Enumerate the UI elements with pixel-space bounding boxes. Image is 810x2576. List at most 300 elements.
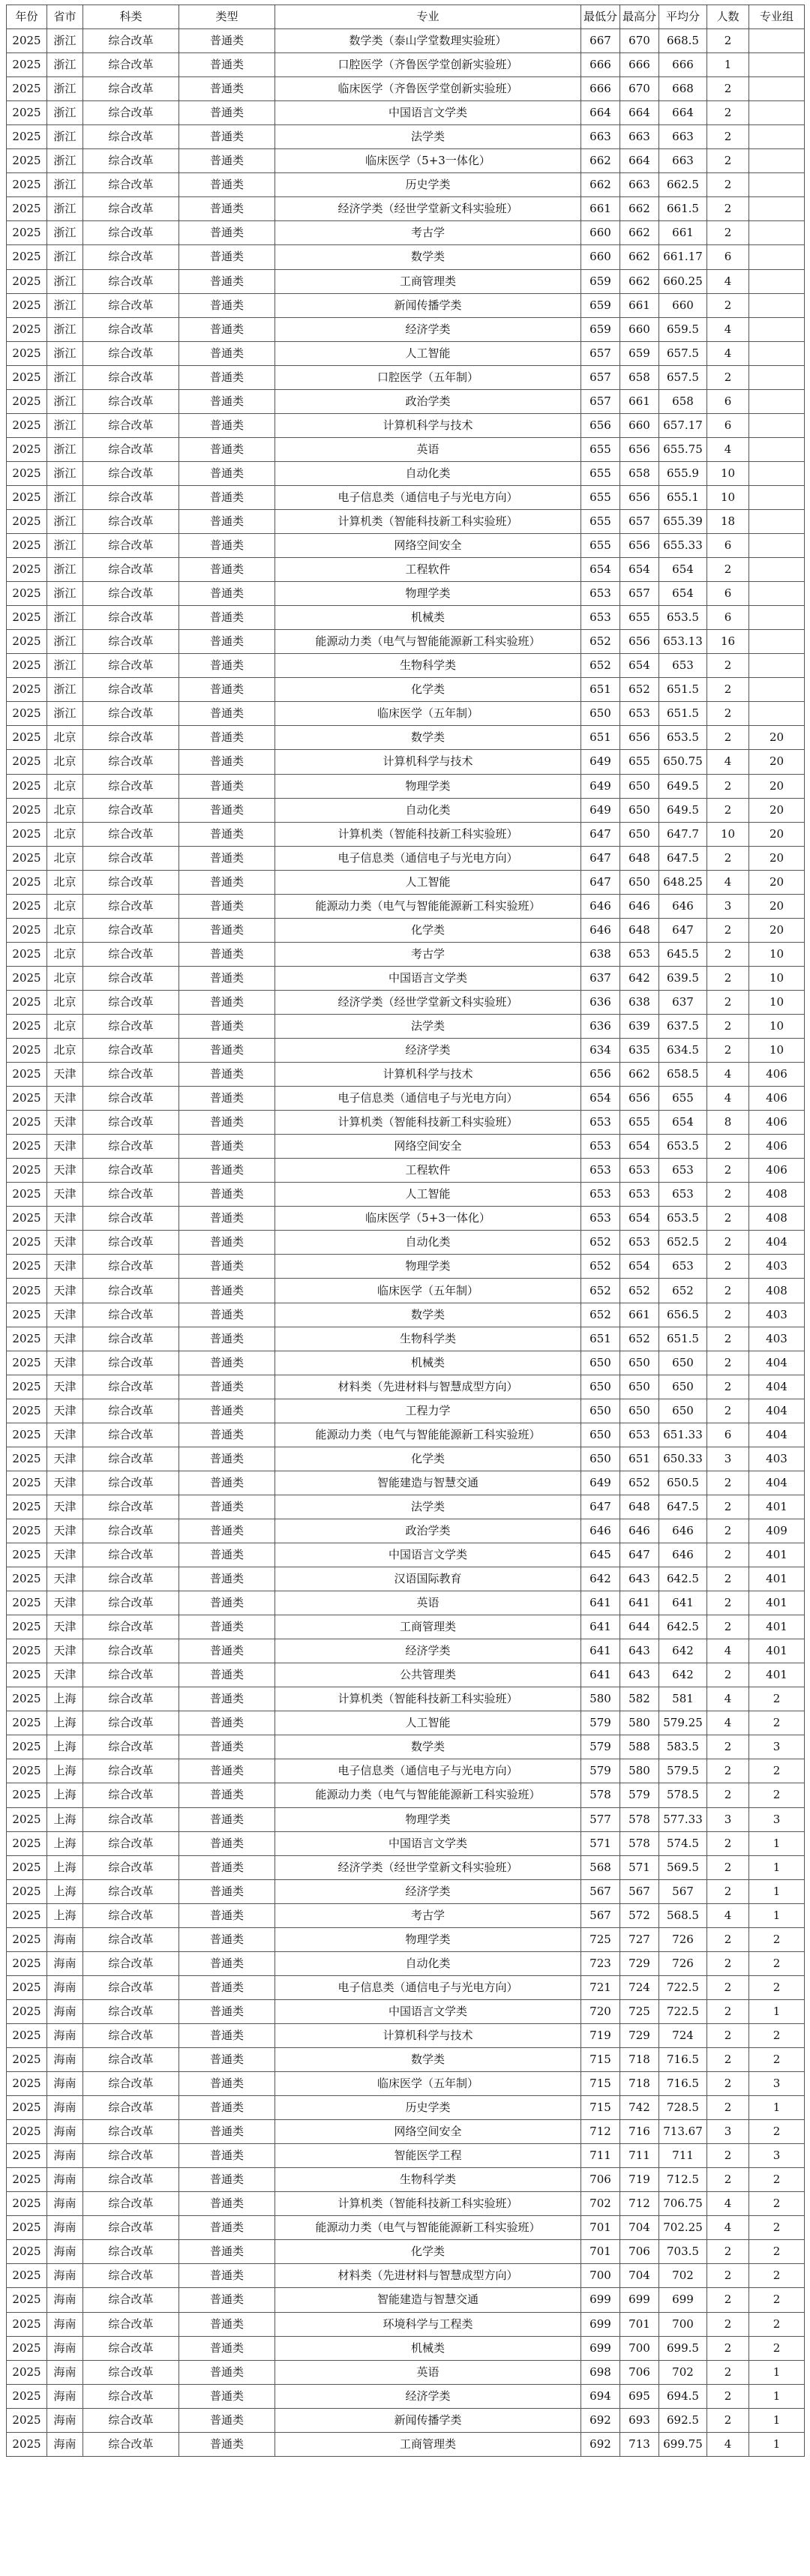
cell-major-group: 2	[749, 1975, 805, 1999]
cell-major: 能源动力类（电气与智能能源新工科实验班）	[275, 894, 581, 918]
cell-avg-score: 716.5	[659, 2047, 707, 2071]
table-row	[7, 1063, 805, 1087]
cell-type: 普通类	[179, 2360, 275, 2384]
cell-major: 计算机科学与技术	[275, 413, 581, 437]
cell-type: 普通类	[179, 774, 275, 798]
table-row	[7, 2312, 805, 2336]
cell-min-score: 647	[581, 846, 620, 870]
table-row	[7, 1687, 805, 1711]
cell-min-score: 652	[581, 1255, 620, 1279]
cell-count: 2	[707, 2384, 749, 2408]
cell-subject-category: 综合改革	[83, 389, 179, 413]
cell-type: 普通类	[179, 1327, 275, 1351]
cell-avg-score: 655.39	[659, 509, 707, 533]
table-row	[7, 29, 805, 53]
cell-province: 天津	[47, 1351, 83, 1375]
cell-type: 普通类	[179, 750, 275, 774]
cell-subject-category: 综合改革	[83, 678, 179, 702]
cell-type: 普通类	[179, 221, 275, 245]
cell-max-score: 653	[620, 702, 659, 726]
cell-major: 数学类	[275, 726, 581, 750]
cell-type: 普通类	[179, 1951, 275, 1975]
cell-type: 普通类	[179, 1543, 275, 1567]
cell-province: 天津	[47, 1255, 83, 1279]
cell-subject-category: 综合改革	[83, 750, 179, 774]
cell-max-score: 652	[620, 1327, 659, 1351]
table-row	[7, 389, 805, 413]
cell-avg-score: 639.5	[659, 966, 707, 990]
table-row	[7, 1903, 805, 1927]
cell-major-group: 2	[749, 1759, 805, 1783]
cell-min-score: 646	[581, 894, 620, 918]
cell-count: 2	[707, 2047, 749, 2071]
cell-count: 6	[707, 245, 749, 269]
table-row	[7, 149, 805, 173]
cell-avg-score: 645.5	[659, 942, 707, 966]
cell-count: 2	[707, 1663, 749, 1687]
cell-major: 临床医学（5+3一体化）	[275, 1207, 581, 1231]
cell-province: 浙江	[47, 149, 83, 173]
table-row	[7, 966, 805, 990]
cell-max-score: 654	[620, 558, 659, 582]
cell-major: 工程软件	[275, 1159, 581, 1183]
cell-major-group: 404	[749, 1471, 805, 1495]
cell-min-score: 650	[581, 1423, 620, 1447]
cell-subject-category: 综合改革	[83, 894, 179, 918]
cell-subject-category: 综合改革	[83, 1303, 179, 1327]
cell-major-group	[749, 702, 805, 726]
cell-count: 10	[707, 822, 749, 846]
cell-max-score: 661	[620, 389, 659, 413]
cell-max-score: 648	[620, 846, 659, 870]
cell-min-score: 723	[581, 1951, 620, 1975]
cell-subject-category: 综合改革	[83, 2192, 179, 2216]
cell-count: 2	[707, 1207, 749, 1231]
cell-province: 浙江	[47, 389, 83, 413]
cell-min-score: 650	[581, 1399, 620, 1423]
cell-min-score: 641	[581, 1639, 620, 1663]
cell-year: 2025	[7, 1183, 47, 1207]
cell-count: 2	[707, 1303, 749, 1327]
cell-subject-category: 综合改革	[83, 2432, 179, 2456]
cell-avg-score: 653.5	[659, 606, 707, 630]
table-row	[7, 582, 805, 606]
cell-min-score: 666	[581, 53, 620, 77]
cell-type: 普通类	[179, 2432, 275, 2456]
cell-subject-category: 综合改革	[83, 2264, 179, 2288]
cell-year: 2025	[7, 1567, 47, 1591]
cell-min-score: 647	[581, 822, 620, 846]
cell-year: 2025	[7, 2144, 47, 2168]
cell-province: 上海	[47, 1879, 83, 1903]
cell-min-score: 657	[581, 341, 620, 365]
cell-type: 普通类	[179, 1999, 275, 2023]
cell-type: 普通类	[179, 101, 275, 125]
cell-province: 上海	[47, 1903, 83, 1927]
cell-major-group: 409	[749, 1519, 805, 1543]
table-row	[7, 1303, 805, 1327]
cell-max-score: 718	[620, 2047, 659, 2071]
cell-subject-category: 综合改革	[83, 1687, 179, 1711]
cell-count: 6	[707, 413, 749, 437]
cell-max-score: 742	[620, 2096, 659, 2120]
cell-major: 能源动力类（电气与智能能源新工科实验班）	[275, 630, 581, 654]
table-row	[7, 1231, 805, 1255]
cell-type: 普通类	[179, 245, 275, 269]
table-row	[7, 558, 805, 582]
cell-year: 2025	[7, 654, 47, 678]
cell-major-group: 403	[749, 1255, 805, 1279]
table-row	[7, 2144, 805, 2168]
cell-province: 海南	[47, 2144, 83, 2168]
cell-max-score: 656	[620, 630, 659, 654]
cell-type: 普通类	[179, 437, 275, 461]
cell-type: 普通类	[179, 1255, 275, 1279]
cell-major-group: 401	[749, 1567, 805, 1591]
cell-province: 天津	[47, 1543, 83, 1567]
cell-major-group: 404	[749, 1423, 805, 1447]
cell-count: 2	[707, 1159, 749, 1183]
cell-max-score: 654	[620, 654, 659, 678]
cell-min-score: 655	[581, 437, 620, 461]
cell-major-group: 2	[749, 2023, 805, 2047]
cell-max-score: 661	[620, 293, 659, 317]
cell-min-score: 647	[581, 870, 620, 894]
cell-count: 2	[707, 2023, 749, 2047]
cell-province: 浙江	[47, 654, 83, 678]
table-row	[7, 1591, 805, 1615]
cell-major-group: 404	[749, 1351, 805, 1375]
cell-count: 4	[707, 317, 749, 341]
cell-min-score: 636	[581, 990, 620, 1014]
cell-major-group	[749, 582, 805, 606]
cell-major: 化学类	[275, 2240, 581, 2264]
cell-type: 普通类	[179, 1711, 275, 1735]
cell-type: 普通类	[179, 726, 275, 750]
cell-major-group	[749, 29, 805, 53]
cell-avg-score: 655	[659, 1087, 707, 1111]
header-subject-category: 科类	[83, 5, 179, 29]
cell-major: 自动化类	[275, 1951, 581, 1975]
table-row	[7, 2023, 805, 2047]
cell-count: 2	[707, 966, 749, 990]
cell-major: 环境科学与工程类	[275, 2312, 581, 2336]
table-row	[7, 1663, 805, 1687]
cell-major-group: 1	[749, 1855, 805, 1879]
table-row	[7, 173, 805, 197]
table-row	[7, 1543, 805, 1567]
cell-subject-category: 综合改革	[83, 582, 179, 606]
cell-avg-score: 642	[659, 1663, 707, 1687]
cell-subject-category: 综合改革	[83, 606, 179, 630]
cell-min-score: 641	[581, 1591, 620, 1615]
cell-major: 中国语言文学类	[275, 1999, 581, 2023]
cell-max-score: 663	[620, 173, 659, 197]
cell-max-score: 719	[620, 2168, 659, 2192]
cell-count: 2	[707, 2240, 749, 2264]
cell-count: 2	[707, 2096, 749, 2120]
cell-subject-category: 综合改革	[83, 918, 179, 942]
cell-year: 2025	[7, 1303, 47, 1327]
cell-province: 海南	[47, 2312, 83, 2336]
cell-year: 2025	[7, 1519, 47, 1543]
cell-avg-score: 668.5	[659, 29, 707, 53]
cell-count: 3	[707, 1447, 749, 1471]
cell-avg-score: 651.5	[659, 1327, 707, 1351]
cell-subject-category: 综合改革	[83, 341, 179, 365]
cell-year: 2025	[7, 2047, 47, 2071]
cell-year: 2025	[7, 726, 47, 750]
cell-count: 2	[707, 2360, 749, 2384]
cell-min-score: 634	[581, 1039, 620, 1063]
cell-max-score: 695	[620, 2384, 659, 2408]
cell-min-score: 649	[581, 774, 620, 798]
cell-count: 2	[707, 1615, 749, 1639]
cell-min-score: 567	[581, 1879, 620, 1903]
cell-subject-category: 综合改革	[83, 2408, 179, 2432]
cell-type: 普通类	[179, 1111, 275, 1135]
cell-province: 上海	[47, 1807, 83, 1831]
cell-year: 2025	[7, 437, 47, 461]
cell-type: 普通类	[179, 1375, 275, 1399]
cell-major: 自动化类	[275, 461, 581, 485]
cell-min-score: 653	[581, 1111, 620, 1135]
table-row	[7, 1255, 805, 1279]
cell-major: 能源动力类（电气与智能能源新工科实验班）	[275, 1783, 581, 1807]
cell-count: 2	[707, 798, 749, 822]
cell-type: 普通类	[179, 966, 275, 990]
cell-year: 2025	[7, 2072, 47, 2096]
cell-subject-category: 综合改革	[83, 2216, 179, 2240]
cell-subject-category: 综合改革	[83, 1207, 179, 1231]
cell-type: 普通类	[179, 1807, 275, 1831]
cell-major-group: 10	[749, 942, 805, 966]
cell-count: 2	[707, 173, 749, 197]
cell-major: 智能建造与智慧交通	[275, 2288, 581, 2312]
cell-major: 计算机科学与技术	[275, 1063, 581, 1087]
cell-year: 2025	[7, 101, 47, 125]
cell-major: 英语	[275, 2360, 581, 2384]
cell-province: 浙江	[47, 221, 83, 245]
cell-major: 化学类	[275, 918, 581, 942]
cell-province: 浙江	[47, 293, 83, 317]
cell-max-score: 660	[620, 317, 659, 341]
cell-count: 4	[707, 437, 749, 461]
cell-avg-score: 642	[659, 1639, 707, 1663]
cell-subject-category: 综合改革	[83, 1903, 179, 1927]
cell-avg-score: 712.5	[659, 2168, 707, 2192]
cell-year: 2025	[7, 389, 47, 413]
table-row	[7, 1423, 805, 1447]
cell-year: 2025	[7, 29, 47, 53]
cell-major-group: 1	[749, 2360, 805, 2384]
cell-max-score: 701	[620, 2312, 659, 2336]
cell-type: 普通类	[179, 413, 275, 437]
cell-province: 浙江	[47, 702, 83, 726]
cell-max-score: 700	[620, 2336, 659, 2360]
cell-min-score: 657	[581, 365, 620, 389]
cell-province: 海南	[47, 2384, 83, 2408]
header-year: 年份	[7, 5, 47, 29]
cell-min-score: 641	[581, 1615, 620, 1639]
cell-year: 2025	[7, 1279, 47, 1303]
cell-subject-category: 综合改革	[83, 2240, 179, 2264]
cell-type: 普通类	[179, 1687, 275, 1711]
cell-year: 2025	[7, 2384, 47, 2408]
cell-max-score: 664	[620, 149, 659, 173]
cell-major: 计算机类（智能科技新工科实验班）	[275, 509, 581, 533]
cell-major: 数学类	[275, 1735, 581, 1759]
cell-year: 2025	[7, 702, 47, 726]
cell-subject-category: 综合改革	[83, 558, 179, 582]
cell-province: 海南	[47, 2168, 83, 2192]
cell-type: 普通类	[179, 2144, 275, 2168]
cell-avg-score: 650	[659, 1399, 707, 1423]
cell-avg-score: 654	[659, 558, 707, 582]
cell-avg-score: 722.5	[659, 1975, 707, 1999]
cell-min-score: 638	[581, 942, 620, 966]
cell-major-group: 3	[749, 1735, 805, 1759]
cell-min-score: 650	[581, 1351, 620, 1375]
cell-min-score: 698	[581, 2360, 620, 2384]
cell-major-group: 20	[749, 774, 805, 798]
cell-major-group: 10	[749, 990, 805, 1014]
cell-max-score: 711	[620, 2144, 659, 2168]
cell-province: 海南	[47, 1999, 83, 2023]
cell-min-score: 656	[581, 413, 620, 437]
cell-subject-category: 综合改革	[83, 1759, 179, 1783]
cell-count: 6	[707, 1423, 749, 1447]
cell-province: 北京	[47, 870, 83, 894]
cell-major-group: 408	[749, 1207, 805, 1231]
cell-max-score: 704	[620, 2216, 659, 2240]
cell-min-score: 650	[581, 1375, 620, 1399]
table-row	[7, 678, 805, 702]
cell-province: 浙江	[47, 630, 83, 654]
table-row	[7, 1471, 805, 1495]
cell-year: 2025	[7, 2023, 47, 2047]
table-body	[7, 29, 805, 2457]
cell-type: 普通类	[179, 1159, 275, 1183]
cell-avg-score: 651.5	[659, 678, 707, 702]
table-row	[7, 1014, 805, 1038]
cell-province: 海南	[47, 2360, 83, 2384]
cell-province: 天津	[47, 1279, 83, 1303]
cell-major: 化学类	[275, 1447, 581, 1471]
table-row	[7, 1375, 805, 1399]
cell-min-score: 578	[581, 1783, 620, 1807]
cell-count: 2	[707, 1135, 749, 1159]
cell-major-group	[749, 317, 805, 341]
cell-subject-category: 综合改革	[83, 822, 179, 846]
cell-count: 2	[707, 654, 749, 678]
cell-year: 2025	[7, 1327, 47, 1351]
table-row	[7, 1327, 805, 1351]
cell-avg-score: 647.7	[659, 822, 707, 846]
cell-avg-score: 653.5	[659, 1135, 707, 1159]
cell-count: 2	[707, 1975, 749, 1999]
cell-major-group: 403	[749, 1327, 805, 1351]
cell-avg-score: 656.5	[659, 1303, 707, 1327]
cell-subject-category: 综合改革	[83, 990, 179, 1014]
cell-major: 数学类（泰山学堂数理实验班）	[275, 29, 581, 53]
cell-type: 普通类	[179, 461, 275, 485]
cell-major: 电子信息类（通信电子与光电方向）	[275, 846, 581, 870]
cell-type: 普通类	[179, 678, 275, 702]
cell-avg-score: 653	[659, 1255, 707, 1279]
table-row	[7, 1735, 805, 1759]
cell-province: 天津	[47, 1399, 83, 1423]
cell-min-score: 651	[581, 726, 620, 750]
table-row	[7, 1711, 805, 1735]
cell-max-score: 643	[620, 1663, 659, 1687]
cell-major-group: 1	[749, 1903, 805, 1927]
cell-major: 新闻传播学类	[275, 293, 581, 317]
cell-avg-score: 661.17	[659, 245, 707, 269]
cell-min-score: 712	[581, 2120, 620, 2144]
cell-province: 天津	[47, 1159, 83, 1183]
cell-province: 海南	[47, 2432, 83, 2456]
cell-province: 天津	[47, 1207, 83, 1231]
cell-min-score: 645	[581, 1543, 620, 1567]
cell-count: 2	[707, 1543, 749, 1567]
cell-type: 普通类	[179, 269, 275, 293]
cell-type: 普通类	[179, 630, 275, 654]
cell-max-score: 729	[620, 1951, 659, 1975]
cell-major-group	[749, 245, 805, 269]
cell-year: 2025	[7, 245, 47, 269]
cell-avg-score: 646	[659, 1519, 707, 1543]
cell-year: 2025	[7, 1063, 47, 1087]
cell-province: 北京	[47, 774, 83, 798]
cell-major-group: 404	[749, 1399, 805, 1423]
cell-type: 普通类	[179, 341, 275, 365]
cell-avg-score: 657.5	[659, 341, 707, 365]
cell-year: 2025	[7, 798, 47, 822]
cell-avg-score: 728.5	[659, 2096, 707, 2120]
cell-max-score: 652	[620, 1279, 659, 1303]
cell-subject-category: 综合改革	[83, 221, 179, 245]
cell-province: 上海	[47, 1831, 83, 1855]
cell-major-group: 1	[749, 1879, 805, 1903]
table-row	[7, 2432, 805, 2456]
cell-year: 2025	[7, 221, 47, 245]
cell-year: 2025	[7, 1687, 47, 1711]
table-row	[7, 1111, 805, 1135]
cell-major: 法学类	[275, 1014, 581, 1038]
cell-type: 普通类	[179, 1231, 275, 1255]
cell-year: 2025	[7, 1735, 47, 1759]
cell-province: 天津	[47, 1471, 83, 1495]
table-row	[7, 726, 805, 750]
cell-year: 2025	[7, 485, 47, 509]
cell-major-group: 1	[749, 2096, 805, 2120]
cell-avg-score: 651.5	[659, 702, 707, 726]
cell-min-score: 579	[581, 1711, 620, 1735]
table-row	[7, 2047, 805, 2071]
cell-count: 2	[707, 1495, 749, 1519]
table-row	[7, 221, 805, 245]
cell-count: 2	[707, 702, 749, 726]
cell-subject-category: 综合改革	[83, 1039, 179, 1063]
cell-avg-score: 642.5	[659, 1567, 707, 1591]
table-row	[7, 1759, 805, 1783]
table-row	[7, 846, 805, 870]
cell-min-score: 699	[581, 2336, 620, 2360]
cell-max-score: 646	[620, 1519, 659, 1543]
table-row	[7, 822, 805, 846]
cell-subject-category: 综合改革	[83, 2312, 179, 2336]
